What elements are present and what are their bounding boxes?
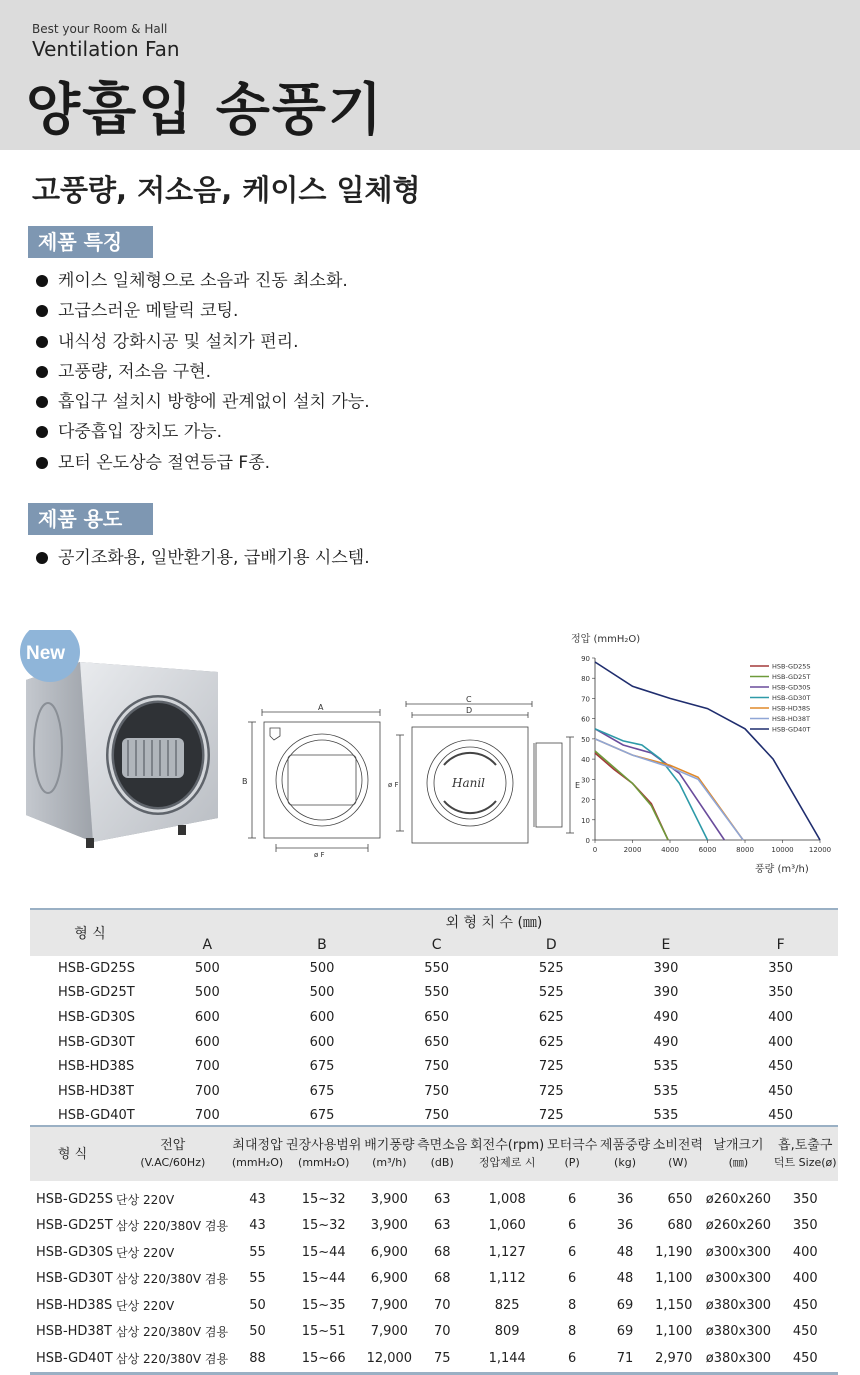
feature-item: 다중흡입 장치도 가능. (36, 417, 370, 447)
spec-col-unit: (W) (668, 1156, 688, 1169)
spec-cell: 삼상 220/380V 겸용 (116, 1325, 229, 1340)
subtitle: 고풍량, 저소음, 케이스 일체형 (32, 173, 421, 207)
dim-cell: 675 (309, 1059, 335, 1075)
feature-item: 내식성 강화시공 및 설치가 편리. (36, 327, 370, 357)
col-header-f: F (723, 933, 838, 956)
page-title: 양흡입 송풍기 (26, 78, 385, 143)
dim-cell: 675 (309, 1083, 335, 1099)
series-line-hsb-hd38s (595, 739, 743, 840)
dim-label-f: ø F (388, 781, 399, 789)
x-tick-label: 2000 (623, 846, 642, 854)
performance-chart (565, 628, 855, 878)
usage-item: 공기조화용, 일반환기용, 급배기용 시스템. (36, 543, 370, 573)
feature-item: 모터 온도상승 절연등급 F종. (36, 448, 370, 478)
spec-cell: 48 (616, 1244, 634, 1260)
product-line: Ventilation Fan (32, 37, 180, 61)
dim-cell: 750 (424, 1108, 450, 1124)
dim-cell: 725 (538, 1059, 564, 1075)
spec-cell: 삼상 220/380V 겸용 (116, 1351, 229, 1366)
table-row (30, 1213, 838, 1240)
x-tick-label: 10000 (771, 846, 794, 854)
spec-cell: 63 (433, 1218, 451, 1234)
spec-cell: 70 (433, 1297, 451, 1313)
spec-cell: 70 (433, 1324, 451, 1340)
feature-item: 흡입구 설치시 방향에 관계없이 설치 가능. (36, 387, 370, 417)
bullet-icon (36, 457, 48, 469)
model-cell: HSB-GD25S (36, 1191, 113, 1207)
spec-col-header (416, 1126, 469, 1181)
spec-cell: 809 (494, 1324, 520, 1340)
spec-cell: ø380x300 (705, 1324, 772, 1340)
feature-item: 케이스 일체형으로 소음과 진동 최소화. (36, 266, 370, 296)
model-cell: HSB-GD30S (58, 1009, 135, 1025)
spec-cell: 15~66 (301, 1350, 346, 1366)
dim-cell: 535 (653, 1108, 679, 1124)
spec-cell: 1,144 (488, 1350, 526, 1366)
dim-cell: 350 (768, 960, 794, 976)
dim-cell: 535 (653, 1083, 679, 1099)
new-badge-text: New (26, 643, 66, 664)
spec-cell: 650 (667, 1191, 693, 1207)
spec-cell: 400 (792, 1244, 818, 1260)
product-photo (18, 630, 228, 860)
spec-cell: 7,900 (370, 1297, 408, 1313)
features-label: 제품 특징 (28, 226, 153, 258)
model-cell: HSB-HD38T (58, 1083, 134, 1099)
spec-cell: 2,970 (655, 1350, 693, 1366)
spec-col-unit: (mmH₂O) (231, 1156, 284, 1169)
model-cell: HSB-GD30S (36, 1244, 113, 1260)
dim-cell: 600 (309, 1009, 335, 1025)
dim-label-e: E (575, 781, 581, 790)
spec-cell: 12,000 (366, 1350, 413, 1366)
col-header-c: C (379, 933, 494, 956)
dim-cell: 490 (653, 1034, 679, 1050)
spec-cell: 1,008 (488, 1191, 526, 1207)
legend-label: HSB-GD30S (772, 683, 811, 692)
spec-col-unit: (V.AC/60Hz) (140, 1156, 206, 1169)
spec-col-header (30, 1126, 115, 1181)
spec-cell: ø300x300 (705, 1244, 772, 1260)
dim-cell: 535 (653, 1059, 679, 1075)
spec-col-unit: (P) (564, 1156, 580, 1169)
spec-cell: 1,150 (655, 1297, 693, 1313)
spec-cell: 단상 220V (116, 1298, 175, 1313)
spec-cell: 68 (433, 1244, 451, 1260)
spec-cell: 1,127 (488, 1244, 526, 1260)
spec-cell: ø260x260 (705, 1218, 772, 1234)
dim-label-b: B (242, 777, 248, 786)
y-tick-label: 60 (581, 715, 590, 724)
spec-col-title: 형 식 (57, 1146, 88, 1162)
spec-col-header (599, 1126, 652, 1181)
spec-cell: 48 (616, 1271, 634, 1287)
table-row (30, 1030, 838, 1055)
spec-cell: 8 (567, 1297, 577, 1313)
spec-col-title: 최대정압 (232, 1138, 283, 1153)
spec-cell: 단상 220V (116, 1245, 175, 1260)
spec-cell: 450 (792, 1350, 818, 1366)
dim-cell: 400 (768, 1034, 794, 1050)
dim-cell: 550 (424, 985, 450, 1001)
dim-cell: 390 (653, 960, 679, 976)
spec-cell: 36 (616, 1191, 634, 1207)
spec-cell: 1,100 (655, 1324, 693, 1340)
bullet-icon (36, 305, 48, 317)
model-cell: HSB-GD25T (36, 1218, 113, 1234)
dim-cell: 725 (538, 1108, 564, 1124)
col-header-model: 형 식 (30, 909, 150, 956)
spec-cell: 6 (567, 1271, 577, 1287)
spec-cell: 6,900 (370, 1244, 408, 1260)
spec-cell: 680 (667, 1218, 693, 1234)
tagline: Best your Room & Hall (32, 22, 168, 36)
model-cell: HSB-GD40T (36, 1350, 113, 1366)
spec-cell: 단상 220V (116, 1192, 175, 1207)
chart-ylabel: 정압 (mmH₂O) (571, 634, 641, 645)
dim-cell: 390 (653, 985, 679, 1001)
dim-cell: 750 (424, 1059, 450, 1075)
dim-label-f: ø F (314, 851, 325, 859)
bullet-icon (36, 366, 48, 378)
spec-cell: ø300x300 (705, 1271, 772, 1287)
dim-cell: 700 (194, 1083, 220, 1099)
bullet-icon (36, 552, 48, 564)
spec-col-title: 측면소음 (417, 1138, 468, 1153)
col-header-a: A (150, 933, 265, 956)
dim-cell: 500 (309, 960, 335, 976)
dim-cell: 600 (194, 1009, 220, 1025)
table-row (30, 1054, 838, 1079)
spec-cell: 3,900 (370, 1218, 408, 1234)
legend-label: HSB-GD30T (772, 694, 811, 702)
side-view-drawing (384, 693, 584, 858)
dim-cell: 625 (538, 1009, 564, 1025)
legend-label: HSB-GD25S (772, 662, 811, 671)
dim-cell: 450 (768, 1059, 794, 1075)
spec-cell: 450 (792, 1324, 818, 1340)
spec-col-unit: (dB) (430, 1156, 454, 1169)
dim-cell: 650 (424, 1034, 450, 1050)
spec-col-header (363, 1126, 416, 1181)
spec-cell: 50 (249, 1324, 266, 1340)
spec-col-unit: 정압제로 시 (478, 1156, 536, 1169)
chart-xlabel: 풍량 (m³/h) (755, 864, 809, 875)
spec-cell: 36 (616, 1218, 634, 1234)
dim-cell: 700 (194, 1059, 220, 1075)
y-tick-label: 30 (581, 776, 590, 785)
spec-cell: 삼상 220/380V 겸용 (116, 1272, 229, 1287)
dim-cell: 750 (424, 1083, 450, 1099)
dim-cell: 450 (768, 1083, 794, 1099)
bullet-icon (36, 396, 48, 408)
dim-cell: 450 (768, 1108, 794, 1124)
y-tick-label: 80 (581, 675, 590, 684)
y-tick-label: 50 (581, 735, 590, 744)
series-line-hsb-hd38t (595, 739, 743, 840)
x-tick-label: 4000 (661, 846, 679, 854)
spec-col-title: 전압 (160, 1138, 186, 1153)
y-tick-label: 0 (585, 837, 590, 845)
front-view-drawing (236, 700, 396, 860)
x-tick-label: 0 (592, 846, 598, 854)
spec-col-title: 흡,토출구 (778, 1138, 833, 1153)
model-cell: HSB-GD25T (58, 985, 135, 1001)
spec-col-header (772, 1126, 838, 1181)
table-row (30, 1345, 838, 1373)
spec-cell: ø380x300 (705, 1350, 772, 1366)
model-cell: HSB-GD30T (58, 1034, 135, 1050)
dim-cell: 500 (194, 985, 220, 1001)
usage-label: 제품 용도 (28, 503, 153, 535)
feature-item: 고급스러운 메탈릭 코팅. (36, 296, 370, 326)
spec-col-header (651, 1126, 704, 1181)
spec-cell: 350 (792, 1218, 818, 1234)
table-row (30, 1005, 838, 1030)
spec-col-header (231, 1126, 285, 1181)
spec-cell: 43 (249, 1191, 266, 1207)
spec-col-title: 권장사용범위 (286, 1138, 362, 1153)
spec-cell: 69 (616, 1324, 634, 1340)
table-row (30, 1292, 838, 1319)
spec-col-title: 모터극수 (547, 1138, 598, 1153)
spec-cell: 3,900 (370, 1191, 408, 1207)
spec-cell: 43 (249, 1218, 266, 1234)
dim-label-a: A (318, 703, 324, 712)
spec-cell: ø260x260 (705, 1191, 772, 1207)
spec-cell: 400 (792, 1271, 818, 1287)
spec-cell: 6 (567, 1191, 577, 1207)
col-header-d: D (494, 933, 609, 956)
spec-col-header (285, 1126, 363, 1181)
series-line-hsb-gd25t (595, 751, 668, 840)
spec-col-header (704, 1126, 772, 1181)
dim-cell: 700 (194, 1108, 220, 1124)
col-header-b: B (265, 933, 380, 956)
spec-col-unit: 덕트 Size(ø) (773, 1156, 837, 1169)
spec-cell: 55 (249, 1271, 266, 1287)
spec-col-header (546, 1126, 599, 1181)
spec-col-unit: (㎜) (728, 1156, 749, 1169)
spec-cell: 75 (433, 1350, 451, 1366)
dim-cell: 600 (194, 1034, 220, 1050)
legend-label: HSB-HD38T (772, 715, 810, 723)
x-tick-label: 12000 (808, 846, 832, 854)
col-header-dims: 외 형 치 수 (㎜) (150, 909, 838, 933)
spec-col-header (115, 1126, 230, 1181)
spec-cell: 71 (616, 1350, 634, 1366)
dim-cell: 525 (538, 960, 564, 976)
dim-cell: 490 (653, 1009, 679, 1025)
spec-cell: 1,112 (488, 1271, 526, 1287)
bullet-icon (36, 426, 48, 438)
legend-label: HSB-GD25T (772, 673, 811, 681)
table-row (30, 1266, 838, 1293)
dim-cell: 600 (309, 1034, 335, 1050)
spec-col-title: 제품중량 (599, 1138, 651, 1153)
spec-col-title: 소비전력 (652, 1138, 704, 1153)
table-row (30, 956, 838, 981)
spec-cell: 450 (792, 1297, 818, 1313)
table-row (30, 981, 838, 1006)
model-cell: HSB-HD38S (58, 1059, 135, 1075)
y-tick-label: 20 (581, 796, 590, 805)
spec-cell: 50 (249, 1297, 266, 1313)
spec-col-title: 배기풍량 (364, 1138, 415, 1153)
spec-cell: 88 (249, 1350, 266, 1366)
features-list (36, 266, 370, 478)
hanil-logo: Hanil (452, 776, 486, 790)
spec-cell: 1,100 (655, 1271, 693, 1287)
dim-label-d: D (466, 706, 473, 715)
spec-cell: 825 (494, 1297, 520, 1313)
bullet-icon (36, 336, 48, 348)
spec-cell: 15~35 (301, 1297, 346, 1313)
usage-list (36, 543, 370, 573)
spec-cell: 350 (792, 1191, 818, 1207)
spec-cell: 69 (616, 1297, 634, 1313)
table-row (30, 1319, 838, 1346)
dim-cell: 675 (309, 1108, 335, 1124)
table-row (30, 1239, 838, 1266)
spec-cell: 6 (567, 1350, 577, 1366)
col-header-e: E (609, 933, 724, 956)
table-row (30, 1079, 838, 1104)
spec-cell: ø380x300 (705, 1297, 772, 1313)
spec-cell: 7,900 (370, 1324, 408, 1340)
dim-cell: 550 (424, 960, 450, 976)
y-tick-label: 40 (581, 756, 590, 765)
spec-col-title: 회전수(rpm) (470, 1138, 545, 1153)
dim-cell: 500 (309, 985, 335, 1001)
feature-item: 고풍량, 저소음 구현. (36, 357, 370, 387)
x-tick-label: 6000 (698, 846, 717, 854)
legend-label: HSB-HD38S (772, 704, 811, 713)
spec-cell: 15~44 (301, 1271, 346, 1287)
spec-cell: 6 (567, 1218, 577, 1234)
spec-cell: 삼상 220/380V 겸용 (116, 1219, 229, 1234)
dim-cell: 500 (194, 960, 220, 976)
table-row (30, 1181, 838, 1213)
dimensions-table (30, 908, 838, 1131)
dim-cell: 725 (538, 1083, 564, 1099)
spec-col-unit: (m³/h) (372, 1156, 407, 1169)
spec-col-unit: (mmH₂O) (298, 1156, 350, 1169)
dim-cell: 350 (768, 985, 794, 1001)
model-cell: HSB-GD25S (58, 960, 135, 976)
bullet-icon (36, 275, 48, 287)
model-cell: HSB-GD30T (36, 1271, 113, 1287)
spec-cell: 15~32 (301, 1218, 346, 1234)
model-cell: HSB-HD38S (36, 1297, 113, 1313)
spec-cell: 63 (433, 1191, 451, 1207)
spec-col-unit: (kg) (614, 1156, 636, 1169)
dim-cell: 400 (768, 1009, 794, 1025)
specs-table (30, 1125, 838, 1375)
spec-cell: 1,060 (488, 1218, 526, 1234)
spec-cell: 8 (567, 1324, 577, 1340)
legend-label: HSB-GD40T (772, 725, 811, 734)
dim-cell: 650 (424, 1009, 450, 1025)
dim-cell: 625 (538, 1034, 564, 1050)
series-line-hsb-gd25s (595, 753, 668, 840)
model-cell: HSB-HD38T (36, 1324, 112, 1340)
model-cell: HSB-GD40T (58, 1108, 135, 1124)
spec-col-title: 날개크기 (713, 1138, 764, 1153)
dim-label-c: C (466, 695, 472, 704)
dim-cell: 525 (538, 985, 564, 1001)
spec-cell: 6 (567, 1244, 577, 1260)
x-tick-label: 8000 (736, 846, 754, 854)
spec-col-header (469, 1126, 546, 1181)
spec-cell: 15~32 (301, 1191, 346, 1207)
y-tick-label: 10 (581, 816, 590, 825)
spec-cell: 55 (249, 1244, 266, 1260)
spec-cell: 15~51 (301, 1324, 346, 1340)
spec-cell: 1,190 (655, 1244, 693, 1260)
spec-cell: 68 (433, 1271, 451, 1287)
y-tick-label: 70 (581, 695, 590, 704)
spec-cell: 15~44 (301, 1244, 346, 1260)
header-banner (0, 0, 860, 150)
spec-cell: 6,900 (370, 1271, 408, 1287)
y-tick-label: 90 (581, 655, 590, 663)
